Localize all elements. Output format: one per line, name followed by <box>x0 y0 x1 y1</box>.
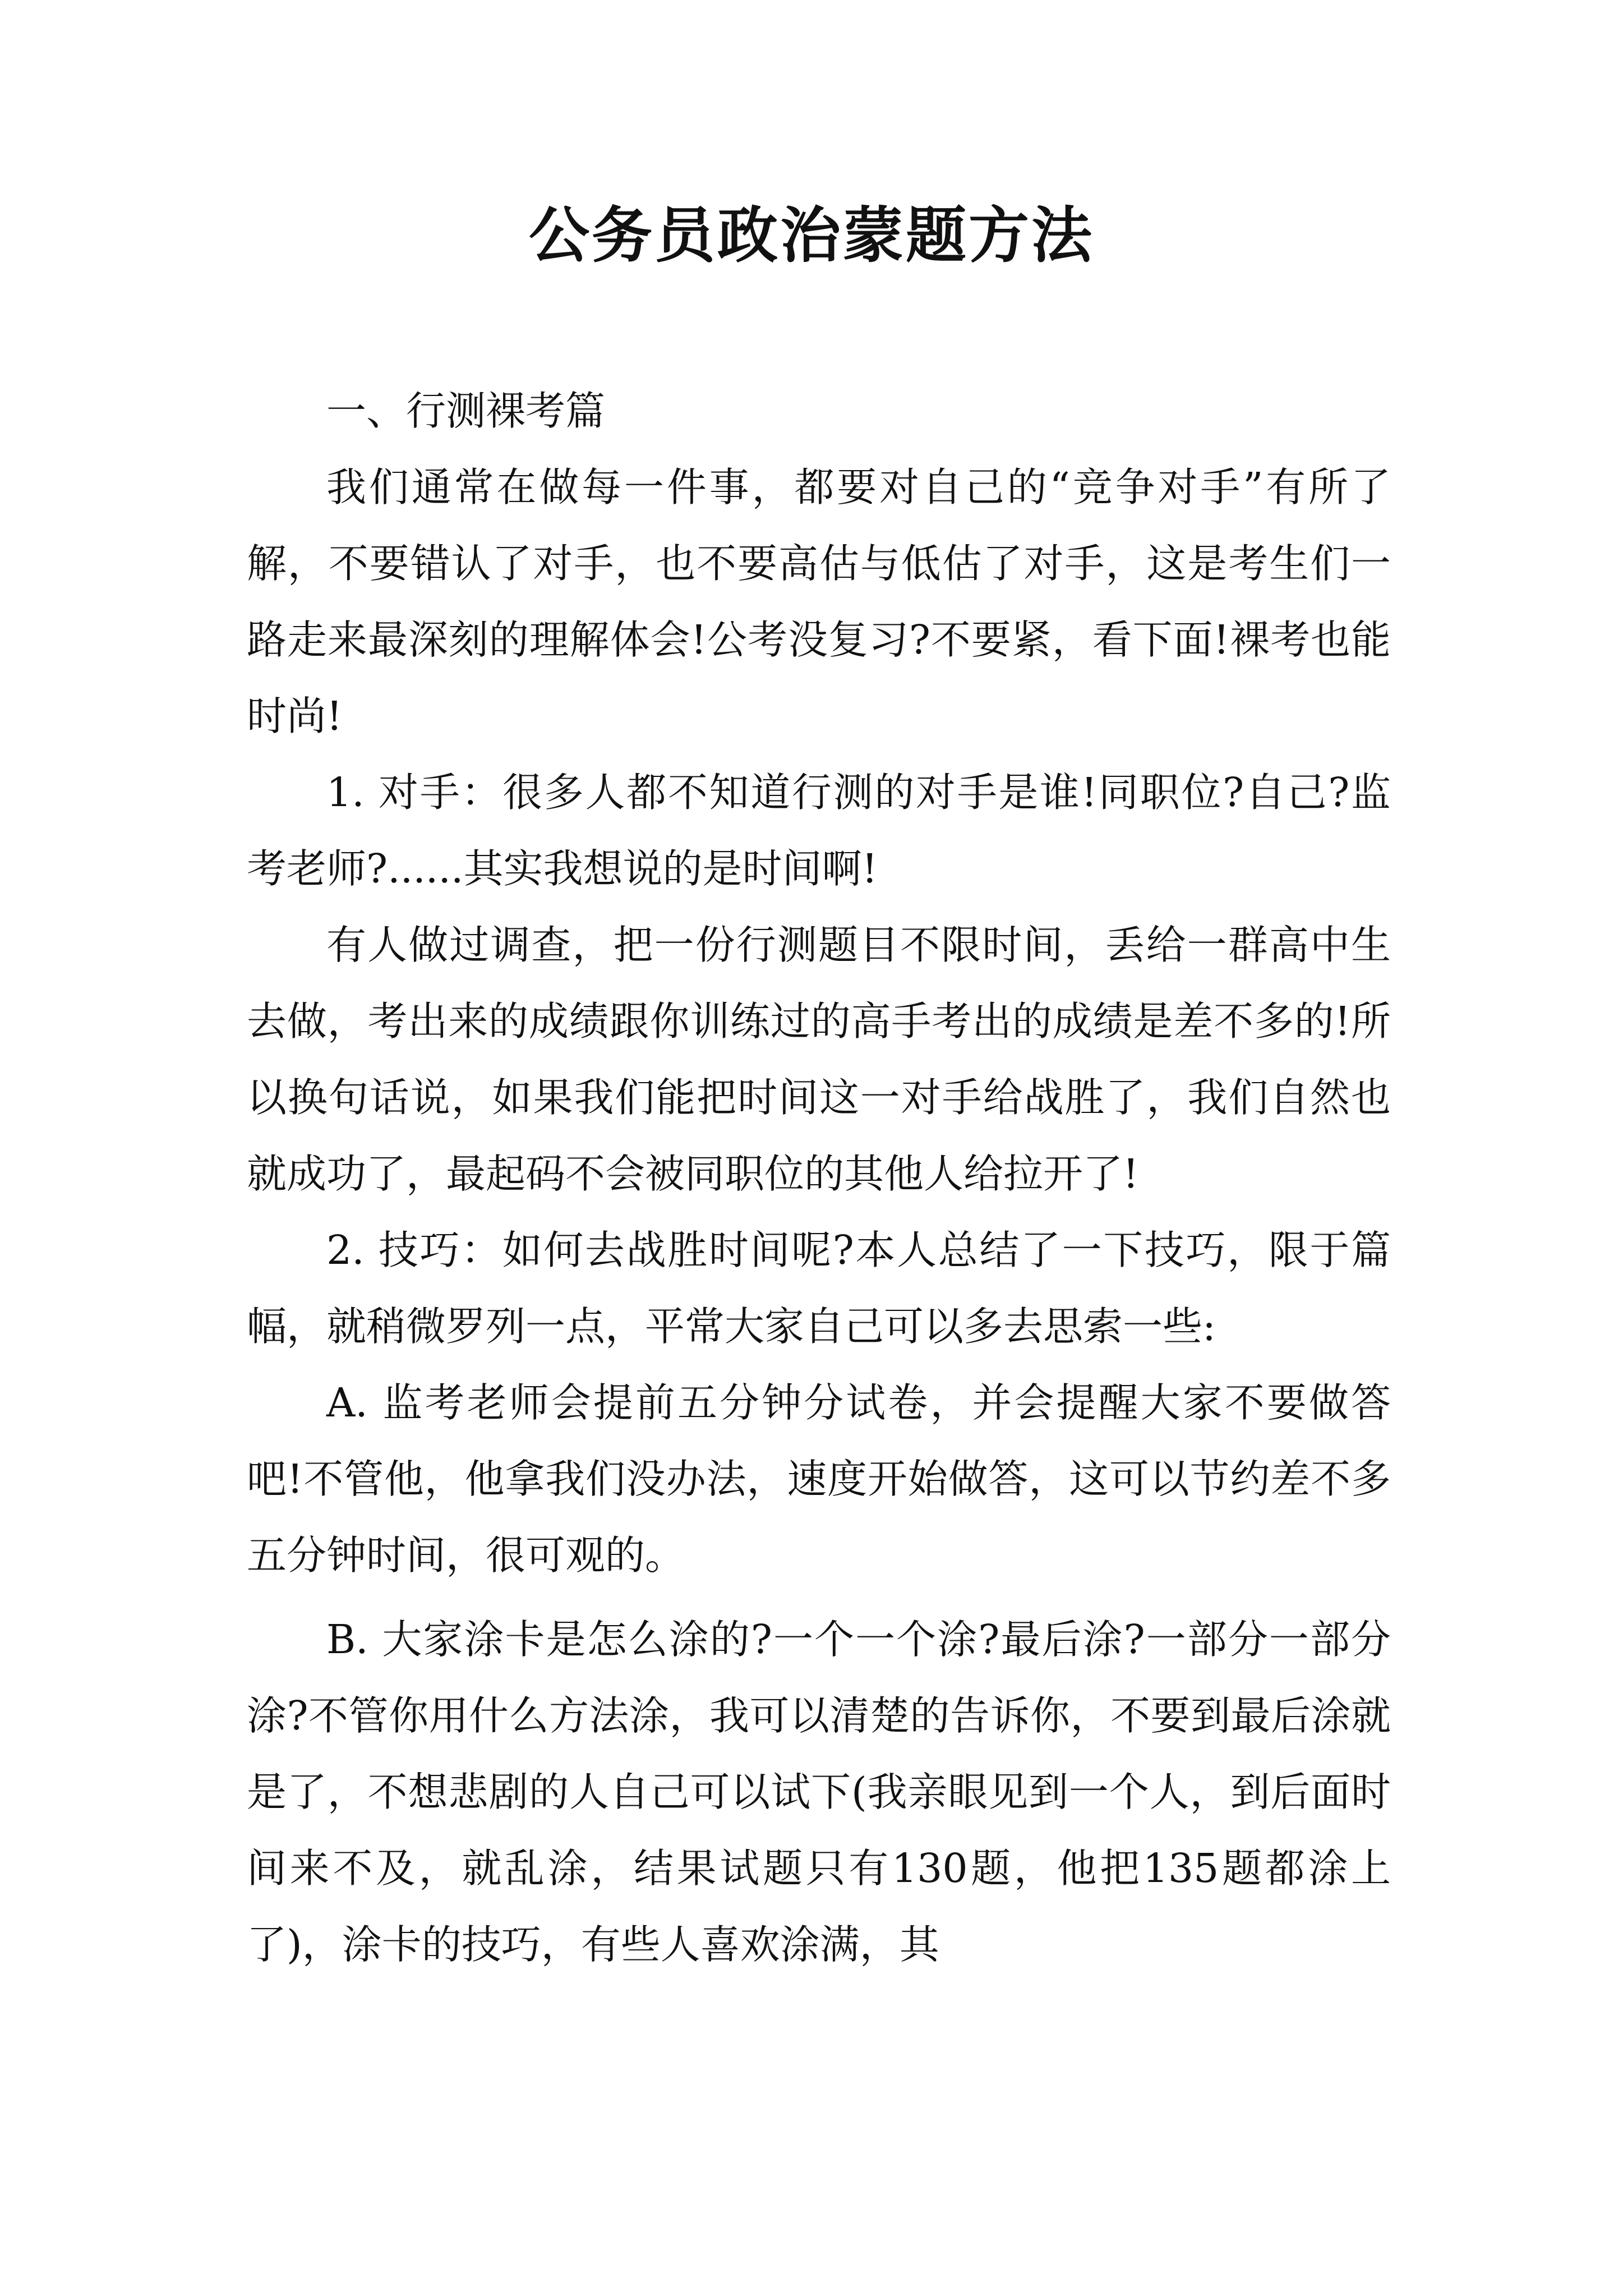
paragraph: 2. 技巧：如何去战胜时间呢?本人总结了一下技巧，限于篇幅，就稍微罗列一点，平常大家自己可以多去思索一些: <box>247 1227 1391 1350</box>
paragraph: A. 监考老师会提前五分钟分试卷，并会提醒大家不要做答吧!不管他，他拿我们没办法，速度开始做答，这可以节约差不多五分钟时间，很可观的。 <box>247 1379 1391 1579</box>
paragraph: 我们通常在做每一件事，都要对自己的“竞争对手”有所了解，不要错认了对手，也不要高估与低估了对手，这是考生们一路走来最深刻的理解体会!公考没复习?不要紧，看下面!裸考也能时尚! <box>247 464 1391 739</box>
section-heading: 一、行测裸考篇 <box>326 388 606 434</box>
paragraph: 有人做过调查，把一份行测题目不限时间，丢给一群高中生去做，考出来的成绩跟你训练过的高手考出的成绩是差不多的!所以换句话说，如果我们能把时间这一对手给战胜了，我们自然也就成功了，最起码不会被同职位的其他人给拉开了! <box>247 922 1391 1197</box>
document-title: 公务员政治蒙题方法 <box>528 200 1094 271</box>
document-body <box>247 373 1391 1983</box>
paragraph: 1. 对手：很多人都不知道行测的对手是谁!同职位?自己?监考老师?......其实我想说的是时间啊! <box>247 769 1391 892</box>
paragraph: B. 大家涂卡是怎么涂的?一个一个涂?最后涂?一部分一部分涂?不管你用什么方法涂，我可以清楚的告诉你，不要到最后涂就是了，不想悲剧的人自己可以试下(我亲眼见到一个人，到后面时间来不及，就乱涂，结果试题只有130题，他把135题都涂上了)，涂卡的技巧，有些人喜欢涂满，其 <box>247 1616 1391 1968</box>
